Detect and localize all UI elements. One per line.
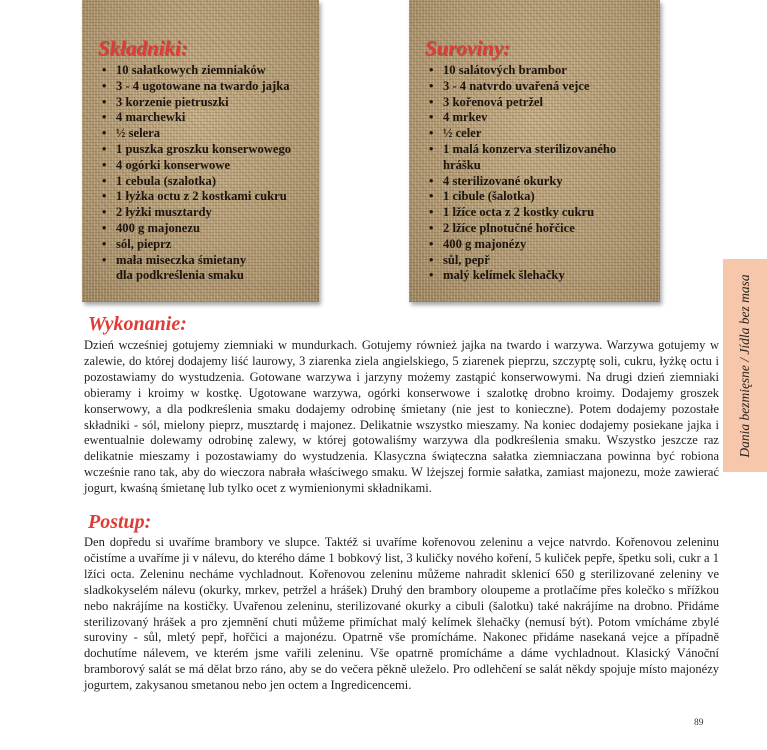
ingredient-text: 400 g majonézy <box>443 236 527 251</box>
ingredient-item <box>102 205 313 221</box>
bullet-icon: • <box>429 110 434 125</box>
ingredient-item <box>102 174 313 190</box>
bullet-icon: • <box>102 205 107 220</box>
ingredient-text: mała miseczka śmietany <box>116 252 247 267</box>
section-title-wykonanie: Wykonanie: <box>88 313 187 335</box>
ingredient-text: 1 cebula (szalotka) <box>116 173 217 188</box>
ingredient-text: 2 łyżki musztardy <box>116 205 212 220</box>
ingredient-item <box>429 126 654 142</box>
page-number: 89 <box>694 718 704 728</box>
panel-title-skladniki: Składniki: <box>98 36 188 60</box>
ingredient-item <box>429 205 654 221</box>
bullet-icon: • <box>429 189 434 204</box>
ingredients-list-polish <box>102 63 313 284</box>
ingredient-item <box>429 110 654 126</box>
ingredient-text: sůl, pepř <box>443 252 490 267</box>
ingredient-item <box>429 253 654 269</box>
bullet-icon: • <box>102 94 107 109</box>
ingredient-text: 4 marchewki <box>116 110 186 125</box>
instructions-text-polish: Dzień wcześniej gotujemy ziemniaki w mundurkach. Gotujemy również jajka na twardo i warzywa. Warzywa gotujemy w zalewie, do której dodajemy liść laurowy, 3 ziarenka ziela angielskiego, 5 ziarenek pieprzu, szczyptę soli, cukru, łyżkę octu i pozostawiamy do wystudzenia. Gotowane warzywa i jarzyny możemy zastąpić konserwowymi. Na drugi dzień ziemniaki obieramy i kroimy w kostkę. Ugotowane warzywa, ogórki konserwowe i szalotkę drobno kroimy. Dodajemy groszek konserwowy, a dla podkreślenia smaku dodajemy odrobinę śmietany (nie jest to konieczne). Potem dodajemy pozostałe składniki - sól, mielony pieprz, musztardę i majonez. Delikatnie wszystko mieszamy. Na koniec dodajemy posiekane jajka i ewentualnie dolewamy odrobinę zalewy, w której gotowaliśmy warzywa dla podkreślenia smaku. Wszystko jeszcze raz delikatnie mieszamy i pozostawiamy do wystudzenia. Klasyczna świąteczna sałatka ziemniaczana powinna być robiona wcześnie rano tak, aby do wieczora nabrała właściwego smaku. W lżejszej formie sałatka, zamiast majonezu, może zawierać jogurt, kwaśną śmietanę lub tylko ocet z wymienionymi składnikami. <box>84 338 719 496</box>
ingredient-item <box>429 142 654 174</box>
ingredient-item <box>102 237 313 253</box>
ingredient-text: ½ selera <box>116 126 161 141</box>
bullet-icon: • <box>429 205 434 220</box>
ingredient-text: 1 łyżka octu z 2 kostkami cukru <box>116 189 287 204</box>
bullet-icon: • <box>102 63 107 77</box>
ingredient-text: 2 lžíce plnotučné hořčice <box>443 220 575 235</box>
bullet-icon: • <box>429 173 434 188</box>
ingredient-item <box>429 63 654 79</box>
bullet-icon: • <box>102 157 107 172</box>
ingredient-item <box>429 189 654 205</box>
instructions-text-czech: Den dopředu si uvaříme brambory ve slupce. Taktéž si uvaříme kořenovou zeleninu a vejce natvrdo. Kořenovou zeleninu očistíme a uvaříme ji v nálevu, do kterého dáme 1 bobkový list, 3 kuličky nového koření, 5 kuliček pepře, špetku soli, cukr a 1 lžíci octa. Zeleninu necháme vychladnout. Kořenovou zeleninu můžeme nahradit sklenicí 650 g sterilizované zeleniny ve sladkokyselém nálevu (okurky, mrkev, petržel a hrášek) Druhý den brambory oloupeme a protlačíme přes kolečko s mřížkou nebo nakrájíme na kostičky. Uvařenou zeleninu, sterilizované okurky a cibuli (šalotku) také nakrájíme na drobno. Přidáme sterilizovaný hrášek a pro zjemnění chuti můžeme přimíchat malý kelímek šlehačky (nemusí být). Potom vmícháme zbylé suroviny - sůl, mletý pepř, hořčici a majonézu. Opatrně vše promícháme. Nakonec přidáme nasekaná vejce a případně dochutíme nálevem, ve kterém jsme vařili zeleninu. Vše opatrně promícháme a dáme vychladnout. Klasický Vánoční bramborový salát se má dělat brzo ráno, aby se do večera pěkně uleželo. Pro odlehčení se salát někdy spojuje místo majonézy jogurtem, zakysanou smetanou nebo jen octem a Ingredicencemi. <box>84 535 719 693</box>
panel-title-suroviny: Suroviny: <box>425 36 511 60</box>
ingredient-item <box>102 126 313 142</box>
chapter-tab-label: Dania bezmięsne / Jídla bez masa <box>737 273 752 458</box>
ingredient-item <box>102 110 313 126</box>
ingredient-text: sól, pieprz <box>116 236 172 251</box>
ingredient-item <box>429 268 654 284</box>
ingredient-text: malý kelímek šlehačky <box>443 268 565 283</box>
ingredient-text: 3 kořenová petržel <box>443 94 544 109</box>
ingredient-item <box>102 253 313 285</box>
ingredient-text: 3 - 4 ugotowane na twardo jajka <box>116 78 290 93</box>
bullet-icon: • <box>102 110 107 125</box>
ingredient-text: 3 - 4 natvrdo uvařená vejce <box>443 78 590 93</box>
ingredient-text: dla podkreślenia smaku <box>116 268 244 283</box>
ingredient-item <box>429 221 654 237</box>
bullet-icon: • <box>102 220 107 235</box>
bullet-icon: • <box>102 173 107 188</box>
ingredient-item <box>102 158 313 174</box>
ingredient-text: 1 malá konzerva sterilizovaného <box>443 141 617 156</box>
bullet-icon: • <box>429 63 434 77</box>
ingredients-list-czech <box>429 63 654 284</box>
bullet-icon: • <box>429 141 434 156</box>
ingredient-item <box>429 237 654 253</box>
bullet-icon: • <box>102 78 107 93</box>
ingredient-item <box>429 95 654 111</box>
ingredient-item <box>429 174 654 190</box>
ingredient-text: 10 salátových brambor <box>443 63 567 77</box>
bullet-icon: • <box>102 189 107 204</box>
chapter-side-tab <box>723 259 767 472</box>
bullet-icon: • <box>429 220 434 235</box>
ingredient-text: 4 sterilizované okurky <box>443 173 563 188</box>
ingredient-item <box>102 63 313 79</box>
ingredient-item <box>102 189 313 205</box>
bullet-icon: • <box>102 236 107 251</box>
ingredient-item <box>102 79 313 95</box>
ingredient-text: 1 cibule (šalotka) <box>443 189 535 204</box>
bullet-icon: • <box>429 236 434 251</box>
ingredient-text: hrášku <box>443 157 481 172</box>
ingredient-item <box>102 221 313 237</box>
ingredient-text: ½ celer <box>443 126 482 141</box>
bullet-icon: • <box>102 126 107 141</box>
bullet-icon: • <box>102 141 107 156</box>
ingredient-text: 1 lžíce octa z 2 kostky cukru <box>443 205 595 220</box>
section-title-postup: Postup: <box>88 511 152 533</box>
ingredient-text: 3 korzenie pietruszki <box>116 94 229 109</box>
bullet-icon: • <box>429 268 434 283</box>
bullet-icon: • <box>429 94 434 109</box>
ingredients-panel-czech <box>409 0 660 302</box>
ingredient-text: 400 g majonezu <box>116 220 200 235</box>
ingredient-text: 4 mrkev <box>443 110 488 125</box>
ingredient-item <box>102 142 313 158</box>
ingredient-text: 4 ogórki konserwowe <box>116 157 231 172</box>
bullet-icon: • <box>429 78 434 93</box>
ingredient-text: 10 sałatkowych ziemniaków <box>116 63 266 77</box>
ingredient-item <box>429 79 654 95</box>
ingredients-panel-polish <box>82 0 319 302</box>
bullet-icon: • <box>102 252 107 267</box>
ingredient-item <box>102 95 313 111</box>
ingredient-text: 1 puszka groszku konserwowego <box>116 141 292 156</box>
bullet-icon: • <box>429 126 434 141</box>
bullet-icon: • <box>429 252 434 267</box>
